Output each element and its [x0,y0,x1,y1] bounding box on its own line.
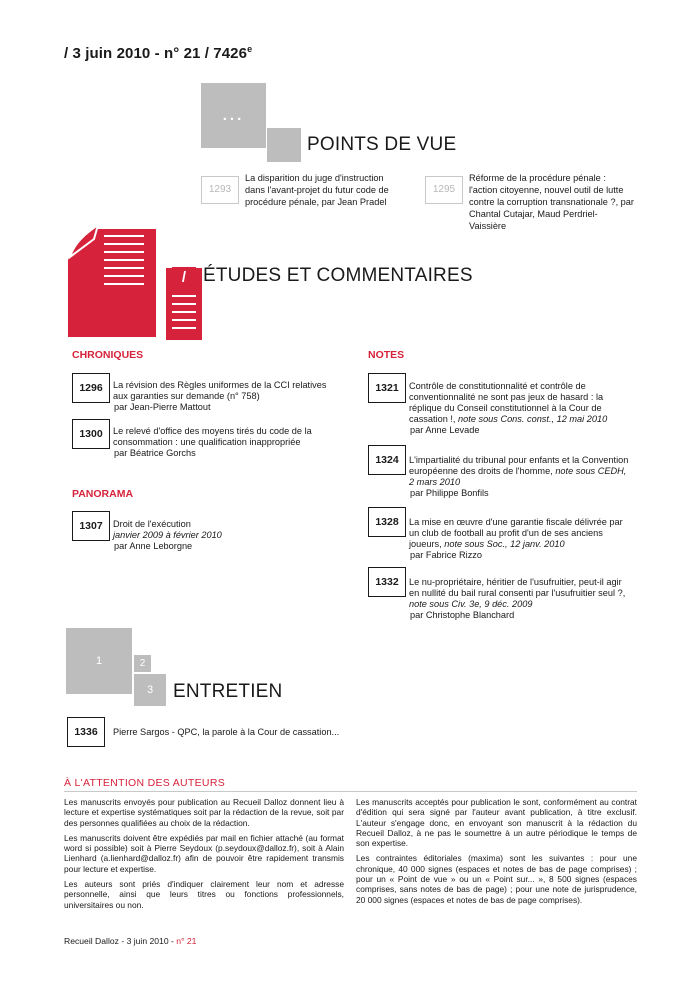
etudes-title: ÉTUDES ET COMMENTAIRES [203,265,473,286]
article-author: par Béatrice Gorchs [114,448,196,458]
article-number[interactable]: 1321 [368,373,406,403]
pv-number[interactable]: 1293 [201,176,239,204]
entretien-block-1 [66,628,132,694]
article-author: par Anne Leborgne [114,541,193,551]
info-paragraph: Les manuscrits doivent être expédiés par mail en fichier attaché (au format word si possible) soit à Pierre Seydoux (p.seydoux@dalloz.fr), soit à Alain Lienhard (a.lienhard@dalloz.fr) afin de pouvoir être rapidement transmis pour lecture et expertise. [64,832,344,874]
article-entry[interactable] [409,517,627,561]
entretien-title: ENTRETIEN [173,681,283,702]
article-title: L'impartialité du tribunal pour enfants et la Convention européenne des droits de l'homme, [409,455,629,476]
article-author: par Anne Levade [410,425,480,435]
points-de-vue-block-large [201,83,266,148]
article-number[interactable]: 1307 [72,511,110,541]
authors-info-right [356,797,637,910]
divider [64,791,637,792]
article-entry[interactable] [409,455,631,499]
info-paragraph: Les contraintes éditoriales (maxima) sont les suivantes : pour une chronique, 40 000 signes (espaces et notes de bas de page comprises) ; pour un « Point de vue » ou un « Point sur... », 8 500 signes (espaces comprises, sans notes de bas de page) ; pour une note de jurisprudence, 20 000 signes (espaces et notes de bas de page comprises). [356,853,637,905]
entretien-item[interactable]: Pierre Sargos - QPC, la parole à la Cour de cassation... [113,727,340,737]
dots-icon: ... [222,107,245,124]
slash-icon: / [181,269,187,286]
article-ref: note sous Soc., 12 janv. 2010 [444,539,565,549]
authors-info-heading: À L'ATTENTION DES AUTEURS [64,777,226,789]
etudes-slash-box [172,267,196,289]
chroniques-heading: CHRONIQUES [72,349,144,361]
entretien-block-2 [134,655,151,672]
article-title: Droit de l'exécution [113,519,191,529]
article-ref: note sous Civ. 3e, 9 déc. 2009 [409,599,533,609]
article-number[interactable]: 1328 [368,507,406,537]
block-number: 1 [95,655,103,667]
article-number[interactable]: 1336 [67,717,105,747]
article-entry[interactable] [409,381,629,436]
block-number: 2 [139,658,146,669]
points-de-vue-block-small [267,128,301,162]
article-number[interactable]: 1300 [72,419,110,449]
article-title: La révision des Règles uniformes de la CCI relatives aux garanties sur demande (n° 758) [113,380,327,401]
article-title: Contrôle de constitutionnalité et contrôle de conventionnalité ne sont pas jeux de hasard : la réplique du Conseil constitutionnel à la Cour de cassation !, [409,381,604,424]
article-title: La mise en œuvre d'une garantie fiscale délivrée par un club de football au profit d'un de ses anciens joueurs, [409,517,623,549]
info-paragraph: Les manuscrits envoyés pour publication au Recueil Dalloz donnent lieu à lecture et expertise systématiques soit par la rédaction de la revue, soit par des personnes qualifiées au choix de la rédaction. [64,797,344,828]
article-entry[interactable] [113,426,323,459]
pv-number[interactable]: 1295 [425,176,463,204]
entretien-block-3 [134,674,166,706]
footer-text: Recueil Dalloz - 3 juin 2010 - [64,936,177,946]
points-de-vue-title: POINTS DE VUE [307,134,457,155]
article-author: par Jean-Pierre Mattout [114,402,211,412]
issue-line [64,44,252,62]
info-paragraph: Les manuscrits acceptés pour publication le sont, conformément au contrat d'édition qui sera signé par l'auteur avant publication, à titre exclusif. L'auteur s'engage donc, en envoyant son manuscrit à la rédaction du Recueil Dalloz, à ne pas le soumettre à un autre périodique le temps de son expertise. [356,797,637,849]
issue-text: / 3 juin 2010 - n° 21 / 7426 [64,45,248,62]
info-paragraph: Les auteurs sont priés d'indiquer clairement leur nom et adresse personnelle, ainsi que leurs titres ou fonctions professionnels, universitaires ou non. [64,879,344,910]
article-entry[interactable] [113,380,343,413]
pv-item[interactable]: La disparition du juge d'instruction dans l'avant-projet du futur code de procédure pénale, par Jean Pradel [245,173,389,207]
pv-item[interactable]: Réforme de la procédure pénale : l'action citoyenne, nouvel outil de lutte contre la corruption transnationale ?, par Chantal Cutajar, Maud Perdriel-Vaissière [469,173,634,231]
article-ref: note sous Cons. const., 12 mai 2010 [458,414,608,424]
article-title: Le nu-propriétaire, héritier de l'usufruitier, peut-il agir en nullité du bail rural consenti par l'usufruitier seul ?, [409,577,626,598]
article-number[interactable]: 1332 [368,567,406,597]
article-ref: janvier 2009 à février 2010 [113,530,222,540]
article-ref: note sous CEDH, 2 mars 2010 [409,466,627,487]
panorama-heading: PANORAMA [72,488,134,500]
article-entry[interactable] [409,577,631,621]
article-entry[interactable] [113,519,323,552]
notes-heading: NOTES [368,349,405,361]
block-number: 3 [146,684,154,696]
article-author: par Fabrice Rizzo [410,550,482,560]
article-author: par Christophe Blanchard [410,610,515,620]
article-number[interactable]: 1296 [72,373,110,403]
article-author: par Philippe Bonfils [410,488,489,498]
footer-issue-number: n° 21 [176,936,197,946]
article-title: Le relevé d'office des moyens tirés du code de la consommation : une qualification inappropriée [113,426,312,447]
authors-info-left [64,797,344,915]
page-footer [64,936,196,946]
article-number[interactable]: 1324 [368,445,406,475]
issue-superscript: e [247,44,253,54]
